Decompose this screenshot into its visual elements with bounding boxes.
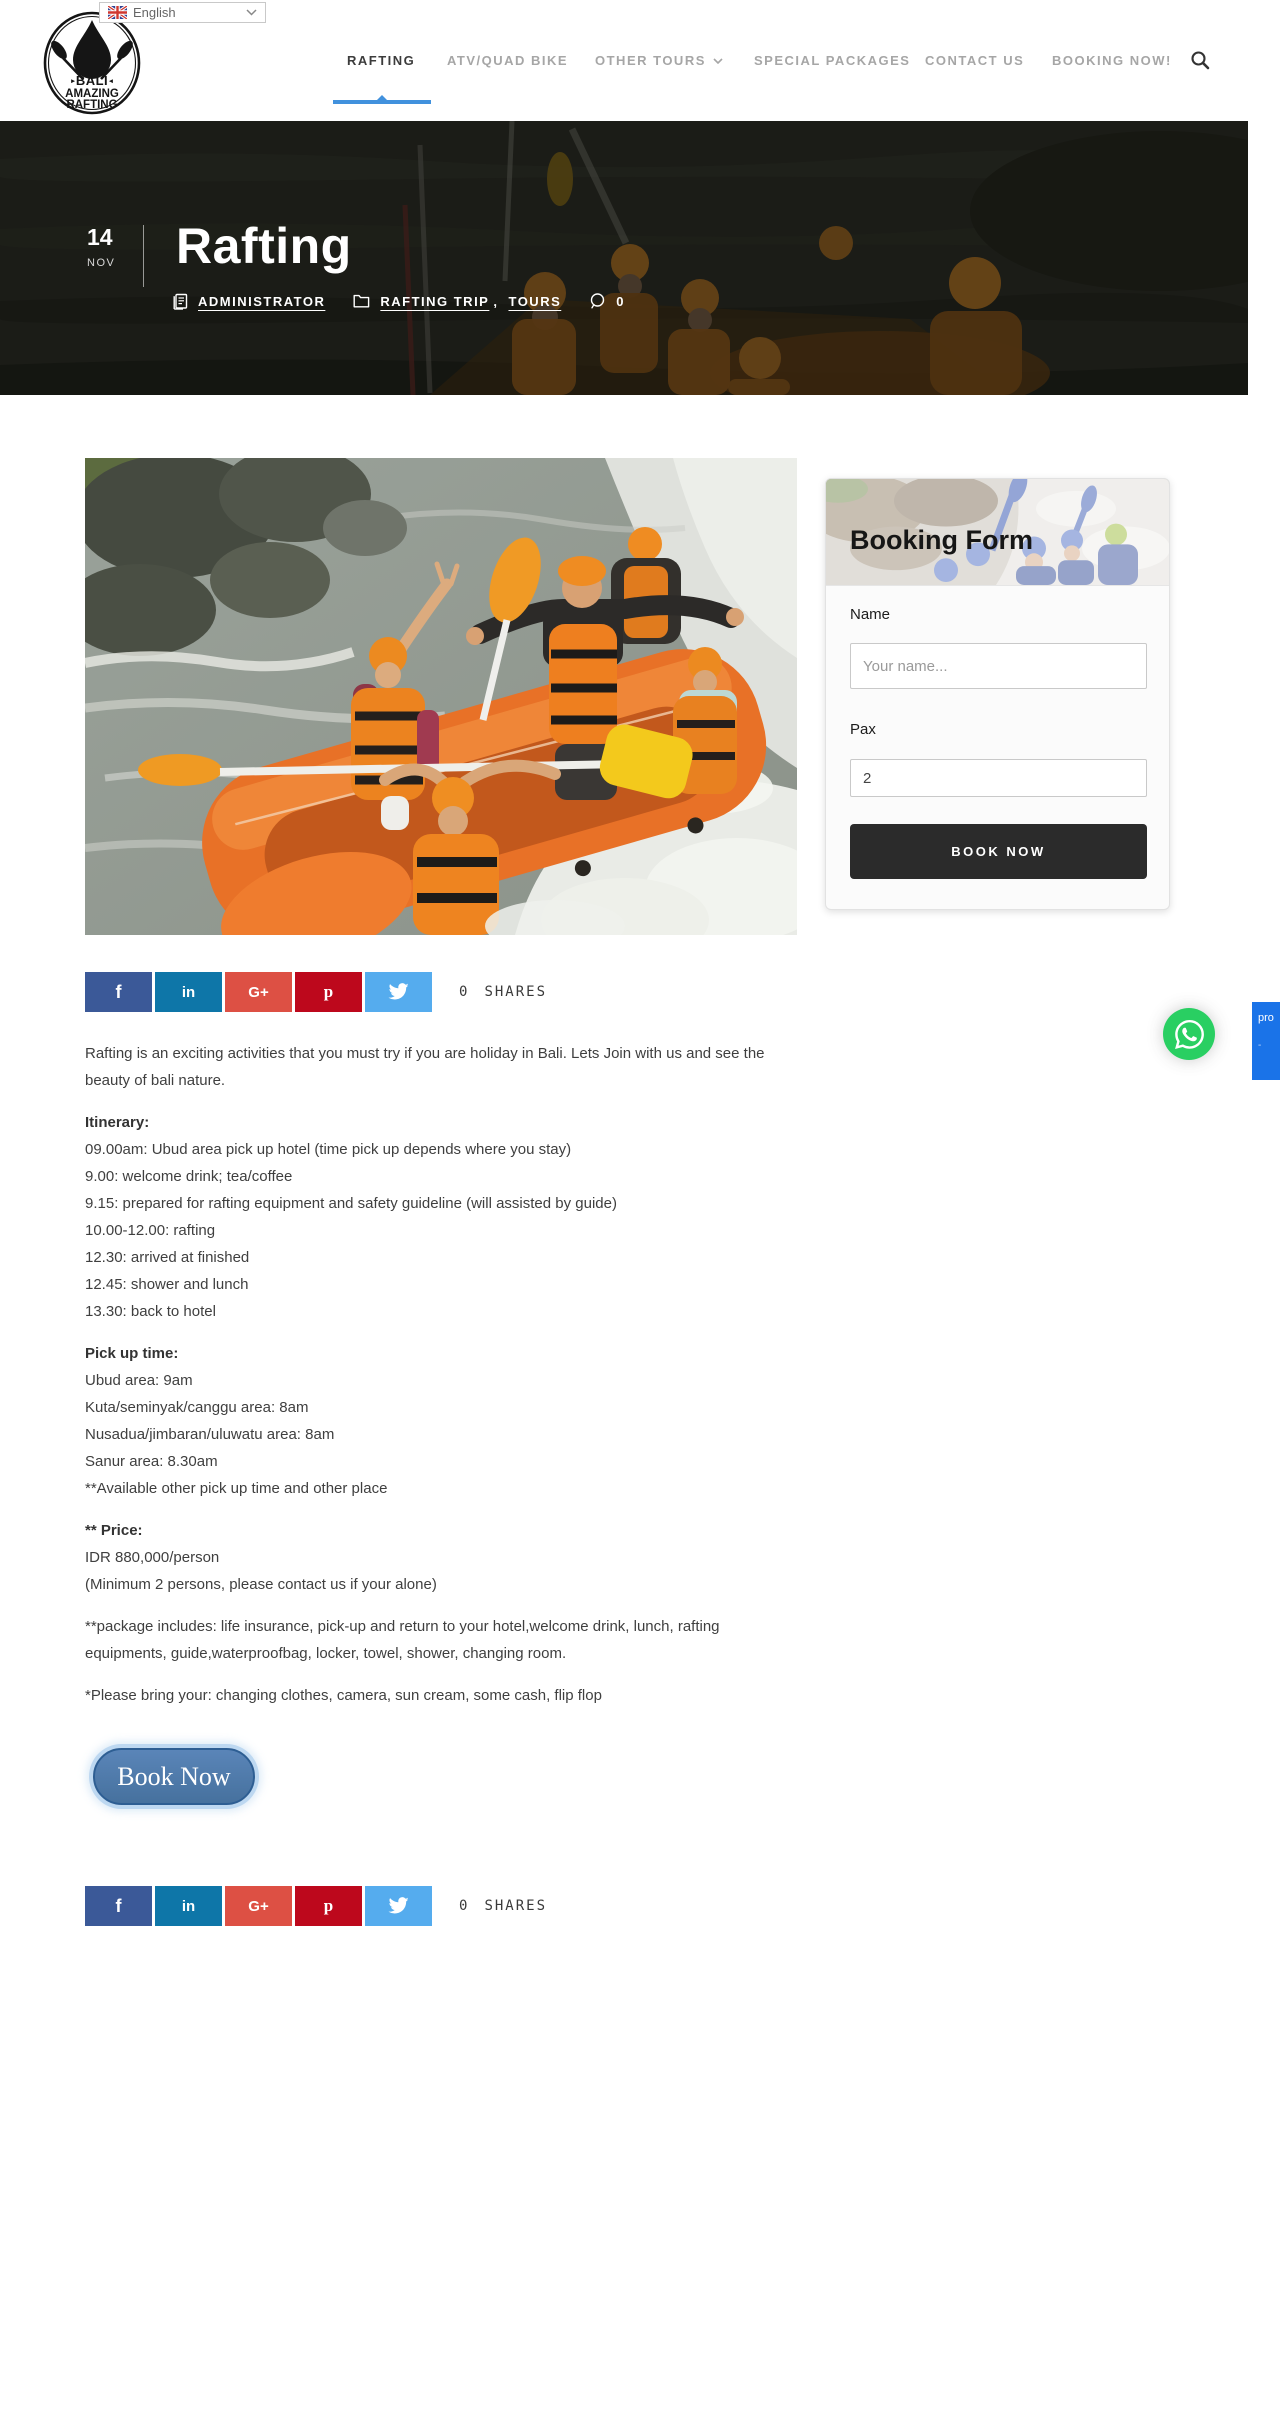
share-facebook-button[interactable] — [85, 972, 152, 1012]
post-meta — [173, 289, 625, 313]
logo-text-line3: RAFTING — [66, 99, 118, 111]
pickup-line: Sanur area: 8.30am — [85, 1453, 218, 1470]
date-title-divider — [143, 225, 144, 287]
package-paragraph: **package includes: life insurance, pick-up and return to your hotel,welcome drink, lunch, rafting equipments, guide,waterproofbag, locker, towel, shower, changing room. — [85, 1618, 720, 1662]
nav-item-booking-now[interactable] — [1052, 0, 1172, 121]
search-button[interactable] — [1189, 50, 1211, 72]
price-section — [85, 1517, 799, 1598]
share-google-plus-button[interactable] — [225, 1886, 292, 1926]
nav-label: OTHER TOURS — [595, 53, 706, 68]
rafting-photo-illustration — [85, 458, 797, 935]
pickup-line: **Available other pick up time and other place — [85, 1480, 388, 1497]
post-author — [173, 293, 325, 310]
post-categories — [353, 294, 561, 309]
share-facebook-button[interactable] — [85, 1886, 152, 1926]
pickup-heading: Pick up time: — [85, 1345, 179, 1362]
comment-bubble-icon — [589, 293, 606, 309]
logo-arrow-right: ◂ — [109, 78, 113, 85]
author-link[interactable]: ADMINISTRATOR — [198, 293, 326, 309]
itinerary-section — [85, 1109, 799, 1325]
linkedin-icon: in — [181, 1897, 196, 1915]
site-header — [0, 0, 1250, 121]
linkedin-icon: in — [181, 983, 196, 1001]
name-input[interactable] — [850, 643, 1147, 689]
nav-label: RAFTING — [347, 53, 416, 68]
google-plus-icon: G+ — [248, 1897, 269, 1915]
booking-form-header — [826, 479, 1169, 586]
nav-item-other-tours[interactable] — [595, 0, 723, 121]
uk-flag-icon — [108, 6, 127, 19]
whatsapp-button[interactable] — [1163, 1008, 1215, 1060]
chevron-down-icon — [713, 58, 723, 64]
itinerary-line: 12.30: arrived at finished — [85, 1249, 250, 1266]
logo-arrow-left: ▸ — [71, 78, 75, 85]
comment-count: 0 — [616, 293, 625, 309]
category-separator: , — [493, 293, 499, 309]
google-plus-icon: G+ — [248, 983, 269, 1001]
share-count — [459, 1898, 547, 1914]
pickup-line: Kuta/seminyak/canggu area: 8am — [85, 1399, 309, 1416]
facebook-icon: f — [115, 1895, 122, 1916]
pax-label: Pax — [850, 721, 876, 738]
price-heading: ** Price: — [85, 1522, 143, 1539]
nav-item-special-packages[interactable] — [754, 0, 910, 121]
itinerary-line: 13.30: back to hotel — [85, 1303, 216, 1320]
itinerary-line: 9.00: welcome drink; tea/coffee — [85, 1168, 293, 1185]
hero-banner — [0, 121, 1248, 395]
share-twitter-button[interactable] — [365, 972, 432, 1012]
share-bar-top — [85, 972, 547, 1012]
post-date — [87, 225, 115, 269]
language-selector[interactable] — [99, 2, 266, 23]
pinterest-icon: p — [323, 982, 334, 1001]
nav-label: ATV/QUAD BIKE — [447, 53, 569, 68]
share-count-label: SHARES — [484, 1898, 548, 1914]
share-google-plus-button[interactable] — [225, 972, 292, 1012]
logo-text-line2: AMAZING — [65, 88, 119, 100]
post-date-day: 14 — [87, 224, 113, 250]
book-now-button[interactable]: BOOK NOW — [850, 824, 1147, 879]
language-selected-label: English — [133, 5, 176, 20]
share-pinterest-button[interactable] — [295, 1886, 362, 1926]
pax-input[interactable] — [850, 759, 1147, 797]
share-count-label: SHARES — [484, 984, 548, 1000]
whatsapp-icon — [1175, 1020, 1204, 1049]
intro-paragraph: Rafting is an exciting activities that you must try if you are holiday in Bali. Lets Join with us and see the beauty of bali nature. — [85, 1045, 765, 1089]
twitter-bird-icon — [388, 1897, 409, 1915]
page-title: Rafting — [176, 218, 352, 274]
promo-tab-dash: - — [1258, 1040, 1262, 1051]
folder-icon — [353, 294, 370, 308]
nav-label: SPECIAL PACKAGES — [754, 53, 911, 68]
logo-text-line1: BALI — [75, 73, 109, 88]
share-linkedin-button[interactable] — [155, 1886, 222, 1926]
share-count-number: 0 — [459, 984, 470, 1000]
category-link-tours[interactable]: TOURS — [508, 293, 562, 309]
pickup-line: Ubud area: 9am — [85, 1372, 193, 1389]
price-line: IDR 880,000/person — [85, 1549, 220, 1566]
itinerary-line: 9.15: prepared for rafting equipment and safety guideline (will assisted by guide) — [85, 1195, 617, 1212]
chevron-down-icon — [246, 9, 257, 16]
share-count-number: 0 — [459, 1898, 470, 1914]
pickup-line: Nusadua/jimbaran/uluwatu area: 8am — [85, 1426, 335, 1443]
search-icon — [1190, 50, 1210, 70]
document-icon — [173, 293, 188, 310]
post-comments — [589, 293, 625, 309]
nav-item-contact-us[interactable] — [925, 0, 1024, 121]
promo-tab[interactable] — [1252, 1002, 1280, 1080]
nav-label: BOOKING NOW! — [1052, 53, 1172, 68]
itinerary-line: 10.00-12.00: rafting — [85, 1222, 216, 1239]
share-bar-bottom — [85, 1886, 547, 1926]
share-pinterest-button[interactable] — [295, 972, 362, 1012]
share-linkedin-button[interactable] — [155, 972, 222, 1012]
itinerary-line: 09.00am: Ubud area pick up hotel (time pick up depends where you stay) — [85, 1141, 572, 1158]
pinterest-icon: p — [323, 1896, 334, 1915]
nav-label: CONTACT US — [925, 53, 1025, 68]
post-date-month: NOV — [87, 257, 116, 269]
twitter-bird-icon — [388, 983, 409, 1001]
nav-item-rafting[interactable] — [347, 0, 415, 121]
site-logo[interactable] — [42, 10, 142, 116]
facebook-icon: f — [115, 981, 122, 1002]
itinerary-line: 12.45: shower and lunch — [85, 1276, 249, 1293]
promo-tab-label: pro — [1258, 1012, 1274, 1024]
price-line: (Minimum 2 persons, please contact us if your alone) — [85, 1576, 437, 1593]
bring-paragraph: *Please bring your: changing clothes, camera, sun cream, some cash, flip flop — [85, 1687, 602, 1704]
active-tab-indicator — [333, 100, 431, 104]
booking-form-panel — [825, 478, 1170, 910]
bali-amazing-rafting-logo-icon — [42, 10, 142, 116]
nav-item-atv-quad-bike[interactable] — [447, 0, 568, 121]
article-featured-image — [85, 458, 797, 935]
name-label: Name — [850, 606, 891, 623]
post-content — [85, 1040, 799, 1724]
itinerary-heading: Itinerary: — [85, 1114, 150, 1131]
booking-form-title: Booking Form — [850, 525, 1033, 555]
pickup-section — [85, 1340, 799, 1502]
book-now-pill-button[interactable]: Book Now — [93, 1748, 255, 1805]
share-twitter-button[interactable] — [365, 1886, 432, 1926]
category-link-rafting-trip[interactable]: RAFTING TRIP — [380, 293, 490, 309]
share-count — [459, 984, 547, 1000]
